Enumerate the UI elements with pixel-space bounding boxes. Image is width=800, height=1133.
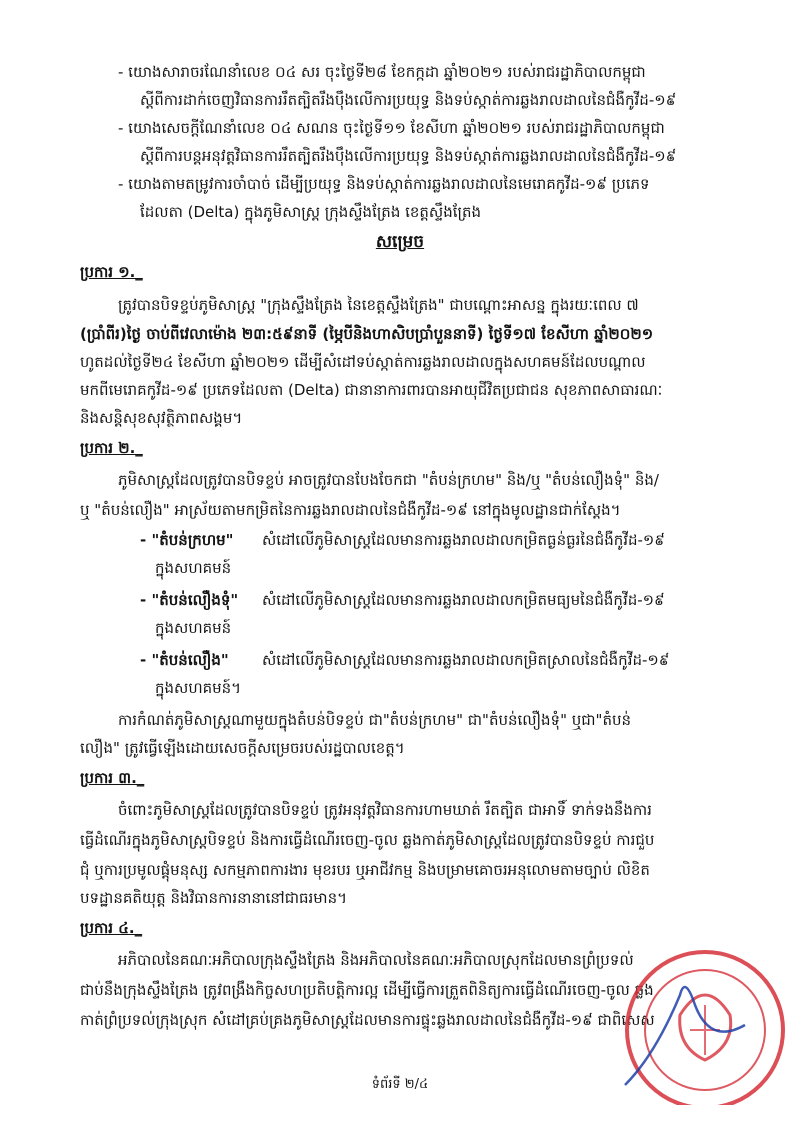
zone-orange-name: - "តំបន់លឿងទុំ" [140,591,239,609]
page-number: ទំព័រទី ២/៤ [371,1077,429,1092]
reference-line-1: - យោងសារាចរណែនាំលេខ ០៤ សរ ចុះថ្ងៃទី២៨ ខែកក្កដា ឆ្នាំ២០២១ របស់រាជរដ្ឋាភិបាលកម្ពុជា [118,63,646,81]
article-3-line: ធ្វើដំណើរក្នុងភូមិសាស្ត្របិទខ្ទប់ និងការធ្វើដំណើរចេញ-ចូល ឆ្លងកាត់ភូមិសាស្ត្រដែលត្រូវបានបិទខ្ទប់ ការជួប [80,831,655,849]
article-2-heading: ប្រការ ២._ [80,439,143,457]
zone-red-desc: សំដៅលើភូមិសាស្ត្រដែលមានការឆ្លងរាលដាលកម្រិតធ្ងន់ធ្ងរនៃជំងឺកូវីដ-១៩ [262,531,665,549]
article-3-heading: ប្រការ ៣._ [80,769,145,787]
reference-line-6: ដែលតា (Delta) ក្នុងភូមិសាស្ត្រ ក្រុងស្ទឹងត្រែង ខេត្តស្ទឹងត្រែង [140,203,481,221]
zone-orange-tail: ក្នុងសហគមន៍ [155,619,232,637]
article-2-closing: លឿង" ត្រូវធ្វើឡើងដោយសេចក្តីសម្រេចរបស់រដ្ឋបាលខេត្ត។ [80,739,405,757]
zone-yellow-desc: សំដៅលើភូមិសាស្ត្រដែលមានការឆ្លងរាលដាលកម្រិតស្រាលនៃជំងឺកូវីដ-១៩ [262,651,670,669]
reference-line-2: ស្តីពីការដាក់ចេញវិធានការរឹតត្បិតរឹងប៉ឹងលើការប្រយុទ្ធ និងទប់ស្កាត់ការឆ្លងរាលដាលនៃជំងឺកូវីដ-១៩ [140,91,677,109]
article-1-line: មកពីមេរោគកូវីដ-១៩ ប្រភេទដែលតា (Delta) ជានានាការពារបានអាយុជីវិតប្រជាជន សុខភាពសាធារណៈ [80,381,663,399]
article-4-line: កាត់ព្រំប្រទល់ក្រុងស្រុក សំដៅគ្រប់គ្រងភូមិសាស្ត្រដែលមានការផ្ទុះឆ្លងរាលដាលនៃជំងឺកូវីដ-១៩ ជាពិសេស [80,1011,655,1029]
zone-red-tail: ក្នុងសហគមន៍ [155,559,232,577]
article-4-heading: ប្រការ ៤._ [80,919,143,937]
article-4-line: ជាប់នឹងក្រុងស្ទឹងត្រែង ត្រូវពង្រឹងកិច្ចសហប្រតិបត្តិការល្អ ដើម្បីធ្វើការត្រួតពិនិត្យការធ្វើដំណើរចេញ-ចូល ឆ្លង [80,981,654,999]
article-3-line: ជុំ ឬការប្រមូលផ្តុំមនុស្ស សកម្មភាពការងារ មុខរបរ ឬអាជីវកម្ម និងបម្រាមគោចរអនុលោមតាមច្បាប់ លិខិត [80,861,650,879]
article-4-line: អភិបាលនៃគណៈអភិបាលក្រុងស្ទឹងត្រែង និងអភិបាលនៃគណៈអភិបាលស្រុកដែលមានព្រំប្រទល់ [118,951,634,969]
article-3-line: ចំពោះភូមិសាស្ត្រដែលត្រូវបានបិទខ្ទប់ ត្រូវអនុវត្តវិធានការហាមឃាត់ រឹតត្បិត ជាអាទិ៍ ទាក់ទងនឹងការ [118,801,652,819]
reference-line-4: ស្តីពីការបន្តអនុវត្តវិធានការរឹតត្បិតរឹងប៉ឹងលើការប្រយុទ្ធ និងទប់ស្កាត់ការឆ្លងរាលដាលនៃជំងឺកូវីដ-១៩ [140,147,677,165]
article-2-closing: ការកំណត់ភូមិសាស្ត្រណាមួយក្នុងតំបន់បិទខ្ទប់ ជា"តំបន់ក្រហម" ជា"តំបន់លឿងទុំ" ឬជា"តំបន់ [118,711,632,729]
signature-stroke [625,987,745,1085]
article-2-line: ភូមិសាស្ត្រដែលត្រូវបានបិទខ្ទប់ អាចត្រូវបានបែងចែកជា "តំបន់ក្រហម" និង/ឬ "តំបន់លឿងទុំ" និង/ [118,471,659,489]
article-2-line: ឬ "តំបន់លឿង" អាស្រ័យតាមកម្រិតនៃការឆ្លងរាលដាលនៃជំងឺកូវីដ-១៩ នៅក្នុងមូលដ្ឋានជាក់ស្តែង។ [80,501,621,519]
article-1-line: (ប្រាំពីរ)ថ្ងៃ ចាប់ពីវេលាម៉ោង ២៣:៥៩នាទី (ម្ភៃបីនិងហាសិបប្រាំបួននាទី) ថ្ងៃទី១៧ ខែសីហា ឆ្នាំ២០២១ [80,325,654,343]
article-3-line: បទដ្ឋានគតិយុត្ត និងវិធានការនានានៅជាធរមាន។ [80,889,347,907]
reference-line-3: - យោងសេចក្តីណែនាំលេខ ០៤ សណន ចុះថ្ងៃទី១១ ខែសីហា ឆ្នាំ២០២១ របស់រាជរដ្ឋាភិបាលកម្ពុជា [118,119,665,137]
zone-orange-desc: សំដៅលើភូមិសាស្ត្រដែលមានការឆ្លងរាលដាលកម្រិតមធ្យមនៃជំងឺកូវីដ-១៩ [262,591,665,609]
zone-yellow-tail: ក្នុងសហគមន៍។ [155,679,242,697]
article-1-line: ត្រូវបានបិទខ្ទប់ភូមិសាស្ត្រ "ក្រុងស្ទឹងត្រែង នៃខេត្តស្ទឹងត្រែង" ជាបណ្តោះអាសន្ន ក្នុងរយៈពេល ៧ [118,296,639,314]
article-1-line: និងសន្តិសុខសុវត្ថិភាពសង្គម។ [80,409,243,427]
article-1-heading: ប្រការ ១._ [80,263,143,281]
decision-heading: សម្រេច [375,232,425,252]
article-1-line: ហូតដល់ថ្ងៃទី២៤ ខែសីហា ឆ្នាំ២០២១ ដើម្បីសំដៅទប់ស្កាត់ការឆ្លងរាលដាលក្នុងសហគមន៍ដែលបណ្តាល [80,353,646,371]
reference-line-5: - យោងតាមតម្រូវការចាំបាច់ ដើម្បីប្រយុទ្ធ និងទប់ស្កាត់ការឆ្លងរាលដាលនៃមេរោគកូវីដ-១៩ ប្រភេទ [118,175,650,193]
zone-yellow-name: - "តំបន់លឿង" [140,651,229,669]
zone-red-name: - "តំបន់ក្រហម" [140,531,234,549]
